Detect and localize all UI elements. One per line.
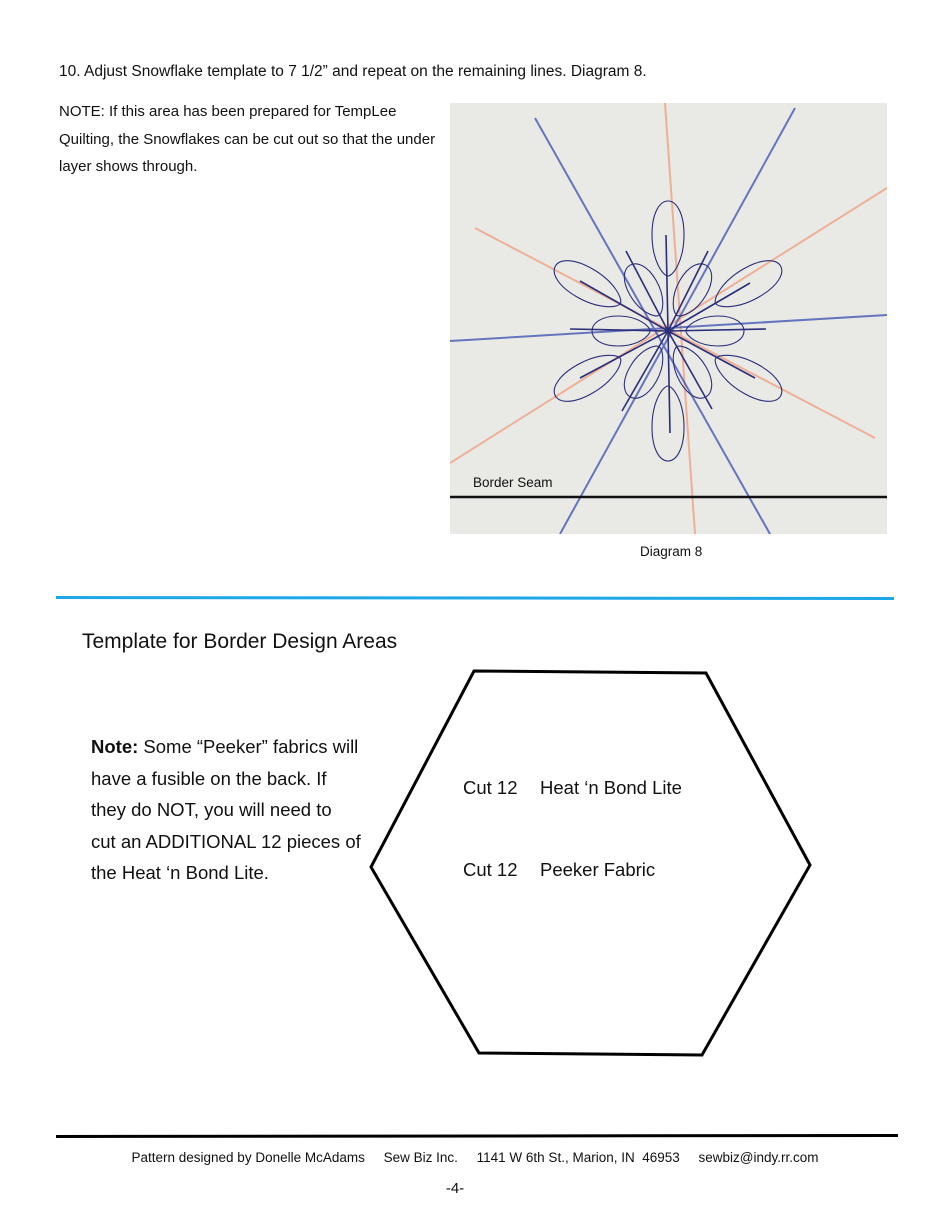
diagram-caption: Diagram 8	[640, 544, 703, 559]
note-body: Some “Peeker” fabrics will have a fusible on the back. If they do NOT, you will need to cut an ADDITIONAL 12 pieces of the Heat ‘n Bond Lite.	[91, 736, 361, 883]
footer-divider	[56, 1134, 898, 1138]
note-lead: Note:	[91, 736, 139, 757]
cut-line-peeker-fabric	[463, 859, 655, 881]
cut-item: Heat ‘n Bond Lite	[540, 777, 682, 798]
footer-credits: Pattern designed by Donelle McAdams Sew Biz Inc. 1141 W 6th St., Marion, IN 46953 sewbiz@indy.rr.com	[131, 1150, 819, 1165]
templee-note: NOTE: If this area has been prepared for TempLee Quilting, the Snowflakes can be cut out so that the under layer shows through.	[59, 103, 436, 175]
snowflake-drawing	[450, 103, 887, 534]
diagram-8-photo	[450, 103, 887, 534]
page-number: -4-	[445, 1180, 465, 1197]
section-divider	[56, 596, 894, 599]
cut-qty: Cut 12	[463, 859, 518, 880]
snowflake-petal	[624, 264, 662, 316]
snowflake-petal	[652, 386, 684, 461]
snowflake-petal	[652, 201, 684, 276]
cut-item: Peeker Fabric	[540, 859, 656, 880]
step-10-instruction: 10. Adjust Snowflake template to 7 1/2” and repeat on the remaining lines. Diagram 8.	[59, 63, 647, 80]
section-title: Template for Border Design Areas	[82, 630, 398, 653]
cut-line-heat-n-bond	[463, 777, 682, 799]
border-seam-label: Border Seam	[473, 475, 553, 490]
cut-qty: Cut 12	[463, 777, 518, 798]
peeker-note	[91, 731, 361, 889]
